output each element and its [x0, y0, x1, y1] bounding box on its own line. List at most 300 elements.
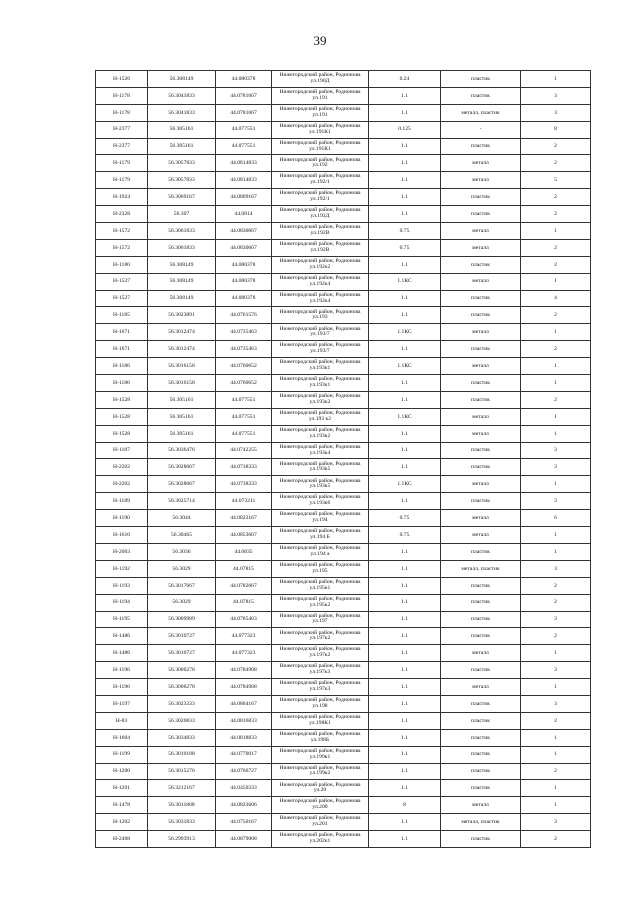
- cell-volume: 1.1: [369, 189, 441, 206]
- cell-longitude: 44.0766727: [216, 763, 272, 780]
- cell-site-id: Н-83: [96, 712, 148, 729]
- cell-material: пластик: [441, 695, 521, 712]
- cell-material: пластик: [441, 138, 521, 155]
- cell-count: 1: [521, 223, 591, 240]
- cell-volume: 1.1КС: [369, 358, 441, 375]
- cell-longitude: 44.07815: [216, 594, 272, 611]
- cell-latitude: 56.3010727: [148, 628, 216, 645]
- cell-count: 8: [521, 121, 591, 138]
- cell-volume: 0.75: [369, 239, 441, 256]
- cell-count: 1: [521, 71, 591, 88]
- container-site-registry-table: [95, 70, 591, 848]
- cell-longitude: 44.0784908: [216, 662, 272, 679]
- cell-material: металл: [441, 425, 521, 442]
- cell-site-id: Н-1604: [96, 729, 148, 746]
- cell-site-id: Н-2377: [96, 138, 148, 155]
- cell-material: металл: [441, 155, 521, 172]
- table-row: [96, 256, 591, 273]
- cell-longitude: 44.0782667: [216, 577, 272, 594]
- cell-volume: 1.1КС: [369, 273, 441, 290]
- cell-material: пластик: [441, 493, 521, 510]
- cell-address: Нижегородский район, Родионова ул.192: [272, 155, 369, 172]
- cell-address: Нижегородский район, Родионова ул.199к1: [272, 746, 369, 763]
- cell-count: 2: [521, 256, 591, 273]
- cell-address: Нижегородский район, Родионова ул.195к1: [272, 577, 369, 594]
- cell-count: 2: [521, 206, 591, 223]
- cell-volume: 0.75: [369, 510, 441, 527]
- cell-address: Нижегородский район, Родионова ул.193к6: [272, 493, 369, 510]
- cell-longitude: 44.080378: [216, 71, 272, 88]
- cell-site-id: Н-2003: [96, 543, 148, 560]
- cell-site-id: Н-1486: [96, 645, 148, 662]
- cell-material: металл, пластик: [441, 814, 521, 831]
- table-row: [96, 510, 591, 527]
- cell-address: Нижегородский район, Родионова ул.190Д: [272, 71, 369, 88]
- cell-address: Нижегородский район, Родионова ул.195: [272, 560, 369, 577]
- cell-count: 1: [521, 408, 591, 425]
- cell-address: Нижегородский район, Родионова ул.194 а: [272, 543, 369, 560]
- cell-address: Нижегородский район, Родионова ул.193к1: [272, 375, 369, 392]
- cell-volume: 1.1: [369, 425, 441, 442]
- cell-longitude: 44.0864167: [216, 695, 272, 712]
- cell-material: пластик: [441, 662, 521, 679]
- table-row: [96, 797, 591, 814]
- cell-material: пластик: [441, 87, 521, 104]
- cell-material: металл: [441, 527, 521, 544]
- cell-volume: 1.1: [369, 172, 441, 189]
- cell-site-id: Н-1197: [96, 695, 148, 712]
- cell-latitude: 56.305161: [148, 408, 216, 425]
- cell-latitude: 56.3016158: [148, 358, 216, 375]
- cell-material: пластик: [441, 543, 521, 560]
- cell-volume: 1.1: [369, 87, 441, 104]
- cell-longitude: 44.0784908: [216, 679, 272, 696]
- cell-latitude: 56.3031833: [148, 814, 216, 831]
- cell-material: пластик: [441, 341, 521, 358]
- cell-count: 2: [521, 831, 591, 848]
- cell-site-id: Н-1610: [96, 527, 148, 544]
- cell-volume: 1.1: [369, 543, 441, 560]
- cell-volume: 1.1КС: [369, 324, 441, 341]
- cell-material: пластик: [441, 628, 521, 645]
- cell-longitude: 44.0816833: [216, 712, 272, 729]
- cell-latitude: 56.3025714: [148, 493, 216, 510]
- cell-volume: 1.1: [369, 256, 441, 273]
- cell-address: Нижегородский район, Родионова ул.193/7: [272, 324, 369, 341]
- cell-latitude: 56.308149: [148, 273, 216, 290]
- cell-material: металл: [441, 797, 521, 814]
- cell-longitude: 44.077323: [216, 645, 272, 662]
- cell-count: 2: [521, 138, 591, 155]
- cell-material: металл: [441, 324, 521, 341]
- table-row: [96, 324, 591, 341]
- table-row: [96, 239, 591, 256]
- cell-latitude: 56.3044: [148, 510, 216, 527]
- table-row: [96, 307, 591, 324]
- table-row: [96, 662, 591, 679]
- cell-volume: 1.1: [369, 459, 441, 476]
- cell-count: 1: [521, 543, 591, 560]
- cell-address: Нижегородский район, Родионова ул.201: [272, 814, 369, 831]
- cell-latitude: 56.3012474: [148, 324, 216, 341]
- cell-site-id: Н-1202: [96, 814, 148, 831]
- cell-latitude: 56.30465: [148, 527, 216, 544]
- cell-site-id: Н-2377: [96, 121, 148, 138]
- cell-site-id: Н-1179: [96, 172, 148, 189]
- cell-latitude: 56.305161: [148, 391, 216, 408]
- cell-latitude: 56.3016158: [148, 375, 216, 392]
- cell-volume: 1.1: [369, 307, 441, 324]
- cell-count: 6: [521, 510, 591, 527]
- cell-site-id: Н-1671: [96, 341, 148, 358]
- table-row: [96, 459, 591, 476]
- cell-count: 2: [521, 391, 591, 408]
- table-row: [96, 527, 591, 544]
- cell-material: металл: [441, 358, 521, 375]
- cell-latitude: 56.308149: [148, 290, 216, 307]
- cell-latitude: 56.3212167: [148, 780, 216, 797]
- cell-longitude: 44.0853667: [216, 527, 272, 544]
- cell-address: Нижегородский район, Родионова ул.194 Б: [272, 527, 369, 544]
- cell-latitude: 56.3006278: [148, 679, 216, 696]
- cell-volume: 1.1: [369, 594, 441, 611]
- cell-latitude: 56.3009989: [148, 611, 216, 628]
- cell-longitude: 44.073211: [216, 493, 272, 510]
- cell-material: металл, пластик: [441, 560, 521, 577]
- cell-volume: 1.1: [369, 763, 441, 780]
- cell-volume: 1.1: [369, 628, 441, 645]
- cell-volume: 1.1: [369, 577, 441, 594]
- cell-address: Нижегородский район, Родионова ул.193к2: [272, 425, 369, 442]
- cell-longitude: 44.077551: [216, 138, 272, 155]
- cell-volume: 1.1: [369, 780, 441, 797]
- cell-longitude: 44.080378: [216, 290, 272, 307]
- cell-material: пластик: [441, 71, 521, 88]
- cell-longitude: 44.07815: [216, 560, 272, 577]
- cell-latitude: 56.2993913: [148, 831, 216, 848]
- cell-volume: 0.75: [369, 527, 441, 544]
- cell-count: 3: [521, 459, 591, 476]
- cell-volume: 1.1: [369, 155, 441, 172]
- table-row: [96, 645, 591, 662]
- cell-material: металл: [441, 172, 521, 189]
- table-row: [96, 223, 591, 240]
- cell-address: Нижегородский район, Родионова ул.197к3: [272, 662, 369, 679]
- cell-address: Нижегородский район, Родионова ул.198Б: [272, 729, 369, 746]
- cell-address: Нижегородский район, Родионова ул.197к2: [272, 628, 369, 645]
- cell-latitude: 56.3029: [148, 594, 216, 611]
- table-row: [96, 611, 591, 628]
- cell-longitude: 44.0781667: [216, 87, 272, 104]
- cell-latitude: 56.3010188: [148, 746, 216, 763]
- cell-material: пластик: [441, 831, 521, 848]
- cell-count: 2: [521, 763, 591, 780]
- cell-address: Нижегородский район, Родионова ул.192В: [272, 239, 369, 256]
- cell-volume: 1.1: [369, 645, 441, 662]
- cell-address: Нижегородский район, Родионова ул.191: [272, 87, 369, 104]
- cell-site-id: Н-1190: [96, 510, 148, 527]
- cell-volume: 1.1: [369, 442, 441, 459]
- cell-latitude: 56.305161: [148, 138, 216, 155]
- cell-latitude: 56.3028667: [148, 476, 216, 493]
- cell-material: пластик: [441, 307, 521, 324]
- cell-longitude: 44.0879008: [216, 831, 272, 848]
- cell-longitude: 44.0450333: [216, 780, 272, 797]
- cell-volume: 1.1: [369, 729, 441, 746]
- table-row: [96, 375, 591, 392]
- cell-volume: 0.24: [369, 71, 441, 88]
- cell-longitude: 44.0785403: [216, 611, 272, 628]
- cell-site-id: Н-2328: [96, 206, 148, 223]
- cell-volume: 0.75: [369, 223, 441, 240]
- cell-address: Нижегородский район, Родионова ул.202к1: [272, 831, 369, 848]
- cell-longitude: 44.077551: [216, 408, 272, 425]
- cell-site-id: Н-1186: [96, 358, 148, 375]
- cell-material: пластик: [441, 290, 521, 307]
- cell-latitude: 56.3041833: [148, 87, 216, 104]
- table-body: [96, 71, 591, 848]
- cell-volume: 1.1: [369, 662, 441, 679]
- cell-address: Нижегородский район, Родионова ул.193к2: [272, 391, 369, 408]
- cell-count: 1: [521, 324, 591, 341]
- cell-count: 2: [521, 594, 591, 611]
- cell-longitude: 44.0814833: [216, 172, 272, 189]
- cell-material: металл: [441, 408, 521, 425]
- cell-material: пластик: [441, 729, 521, 746]
- cell-count: 1: [521, 375, 591, 392]
- cell-site-id: Н-2202: [96, 476, 148, 493]
- page-number: 39: [313, 33, 327, 48]
- cell-address: Нижегородский район, Родионова ул.192к4: [272, 290, 369, 307]
- cell-material: пластик: [441, 459, 521, 476]
- cell-material: металл: [441, 239, 521, 256]
- table-row: [96, 71, 591, 88]
- cell-address: Нижегородский район, Родионова ул.193/7: [272, 341, 369, 358]
- cell-latitude: 56.307: [148, 206, 216, 223]
- cell-latitude: 56.3036476: [148, 442, 216, 459]
- cell-address: Нижегородский район, Родионова ул.200: [272, 797, 369, 814]
- cell-volume: 1.1: [369, 679, 441, 696]
- cell-site-id: Н-1195: [96, 611, 148, 628]
- cell-latitude: 56.3061833: [148, 223, 216, 240]
- cell-volume: 1.1: [369, 814, 441, 831]
- cell-material: пластик: [441, 577, 521, 594]
- table-row: [96, 104, 591, 121]
- cell-address: Нижегородский район, Родионова ул.193к5: [272, 476, 369, 493]
- cell-material: металл: [441, 476, 521, 493]
- table-row: [96, 425, 591, 442]
- cell-longitude: 44.0814: [216, 206, 272, 223]
- table-row: [96, 121, 591, 138]
- table-row: [96, 290, 591, 307]
- cell-volume: 8: [369, 797, 441, 814]
- cell-site-id: Н-1178: [96, 87, 148, 104]
- table-row: [96, 628, 591, 645]
- cell-count: 2: [521, 307, 591, 324]
- cell-address: Нижегородский район, Родионова ул.20: [272, 780, 369, 797]
- cell-count: 3: [521, 695, 591, 712]
- cell-longitude: 44.0742255: [216, 442, 272, 459]
- cell-material: металл: [441, 645, 521, 662]
- cell-address: Нижегородский район, Родионова ул.197к3: [272, 679, 369, 696]
- cell-latitude: 56.3041833: [148, 104, 216, 121]
- cell-site-id: Н-1199: [96, 746, 148, 763]
- cell-material: -: [441, 121, 521, 138]
- cell-site-id: Н-1478: [96, 797, 148, 814]
- cell-address: Нижегородский район, Родионова ул.192/1: [272, 189, 369, 206]
- cell-count: 1: [521, 425, 591, 442]
- cell-material: пластик: [441, 375, 521, 392]
- cell-longitude: 44.0823167: [216, 510, 272, 527]
- cell-volume: 1.1: [369, 493, 441, 510]
- cell-volume: 1.1: [369, 138, 441, 155]
- table-row: [96, 780, 591, 797]
- cell-site-id: Н-1527: [96, 290, 148, 307]
- cell-site-id: Н-1572: [96, 223, 148, 240]
- cell-site-id: Н-1193: [96, 577, 148, 594]
- cell-volume: 1.1: [369, 746, 441, 763]
- cell-site-id: Н-1924: [96, 189, 148, 206]
- table-row: [96, 138, 591, 155]
- cell-count: 1: [521, 746, 591, 763]
- table-row: [96, 206, 591, 223]
- cell-longitude: 44.0738333: [216, 459, 272, 476]
- cell-volume: 1.1: [369, 104, 441, 121]
- cell-count: 4: [521, 290, 591, 307]
- cell-latitude: 56.3036: [148, 543, 216, 560]
- cell-latitude: 56.3034833: [148, 729, 216, 746]
- table-row: [96, 442, 591, 459]
- cell-address: Нижегородский район, Родионова ул.192к2: [272, 256, 369, 273]
- table-row: [96, 729, 591, 746]
- cell-count: 2: [521, 341, 591, 358]
- cell-longitude: 44.0761576: [216, 307, 272, 324]
- cell-count: 3: [521, 611, 591, 628]
- cell-count: 2: [521, 628, 591, 645]
- cell-site-id: Н-1196: [96, 662, 148, 679]
- cell-site-id: Н-1180: [96, 256, 148, 273]
- table-row: [96, 391, 591, 408]
- cell-site-id: Н-1528: [96, 425, 148, 442]
- cell-address: Нижегородский район, Родионова ул.194: [272, 510, 369, 527]
- cell-address: Нижегородский район, Родионова ул.193 к2: [272, 408, 369, 425]
- table-row: [96, 746, 591, 763]
- cell-volume: 1.1: [369, 290, 441, 307]
- table-row: [96, 493, 591, 510]
- table-row: [96, 577, 591, 594]
- cell-material: пластик: [441, 594, 521, 611]
- cell-address: Нижегородский район, Родионова ул.193к1: [272, 358, 369, 375]
- cell-material: металл: [441, 679, 521, 696]
- cell-material: пластик: [441, 611, 521, 628]
- cell-latitude: 56.3029: [148, 560, 216, 577]
- cell-count: 1: [521, 273, 591, 290]
- cell-count: 5: [521, 172, 591, 189]
- cell-longitude: 44.077551: [216, 121, 272, 138]
- cell-address: Нижегородский район, Родионова ул.199к2: [272, 763, 369, 780]
- cell-site-id: Н-1196: [96, 679, 148, 696]
- cell-site-id: Н-1528: [96, 391, 148, 408]
- cell-count: 1: [521, 797, 591, 814]
- cell-longitude: 44.077551: [216, 391, 272, 408]
- table-row: [96, 763, 591, 780]
- table-row: [96, 273, 591, 290]
- cell-address: Нижегородский район, Родионова ул.193к5: [272, 459, 369, 476]
- table-row: [96, 831, 591, 848]
- cell-volume: 1.1КС: [369, 408, 441, 425]
- cell-latitude: 56.3017667: [148, 577, 216, 594]
- cell-count: 1: [521, 645, 591, 662]
- cell-longitude: 44.077323: [216, 628, 272, 645]
- cell-latitude: 56.3023891: [148, 307, 216, 324]
- cell-material: металл: [441, 223, 521, 240]
- cell-material: пластик: [441, 189, 521, 206]
- cell-longitude: 44.0830667: [216, 239, 272, 256]
- cell-longitude: 44.0830667: [216, 223, 272, 240]
- cell-site-id: Н-1486: [96, 628, 148, 645]
- table-row: [96, 560, 591, 577]
- cell-site-id: Н-1185: [96, 307, 148, 324]
- cell-material: металл, пластик: [441, 104, 521, 121]
- cell-site-id: Н-1200: [96, 763, 148, 780]
- cell-count: 3: [521, 560, 591, 577]
- cell-volume: 1.1: [369, 831, 441, 848]
- cell-latitude: 56.3057833: [148, 172, 216, 189]
- cell-latitude: 56.3020833: [148, 712, 216, 729]
- cell-count: 2: [521, 239, 591, 256]
- table-row: [96, 476, 591, 493]
- cell-volume: 1.1: [369, 611, 441, 628]
- cell-longitude: 44.0760652: [216, 358, 272, 375]
- cell-site-id: Н-1528: [96, 408, 148, 425]
- table-row: [96, 594, 591, 611]
- cell-site-id: Н-1186: [96, 375, 148, 392]
- cell-site-id: Н-1187: [96, 442, 148, 459]
- cell-latitude: 56.3023333: [148, 695, 216, 712]
- cell-count: 3: [521, 814, 591, 831]
- cell-material: металл: [441, 273, 521, 290]
- cell-site-id: Н-1527: [96, 273, 148, 290]
- cell-site-id: Н-1526: [96, 71, 148, 88]
- cell-count: 1: [521, 527, 591, 544]
- cell-material: пластик: [441, 763, 521, 780]
- cell-longitude: 44.0835: [216, 543, 272, 560]
- cell-volume: 1.1: [369, 712, 441, 729]
- cell-volume: 1.1: [369, 375, 441, 392]
- cell-material: пластик: [441, 780, 521, 797]
- cell-count: 2: [521, 712, 591, 729]
- cell-volume: 1.1КС: [369, 476, 441, 493]
- cell-latitude: 56.3012474: [148, 341, 216, 358]
- cell-address: Нижегородский район, Родионова ул.192/1: [272, 172, 369, 189]
- cell-material: пластик: [441, 442, 521, 459]
- cell-count: 3: [521, 662, 591, 679]
- table-row: [96, 189, 591, 206]
- cell-count: 1: [521, 729, 591, 746]
- cell-count: 2: [521, 155, 591, 172]
- cell-longitude: 44.0781667: [216, 104, 272, 121]
- cell-count: 1: [521, 358, 591, 375]
- table-row: [96, 695, 591, 712]
- cell-site-id: Н-2202: [96, 459, 148, 476]
- cell-longitude: 44.0818833: [216, 729, 272, 746]
- table-row: [96, 712, 591, 729]
- cell-longitude: 44.0735463: [216, 341, 272, 358]
- cell-address: Нижегородский район, Родионова ул.191К1: [272, 138, 369, 155]
- table-row: [96, 155, 591, 172]
- cell-count: 1: [521, 476, 591, 493]
- cell-longitude: 44.0814833: [216, 155, 272, 172]
